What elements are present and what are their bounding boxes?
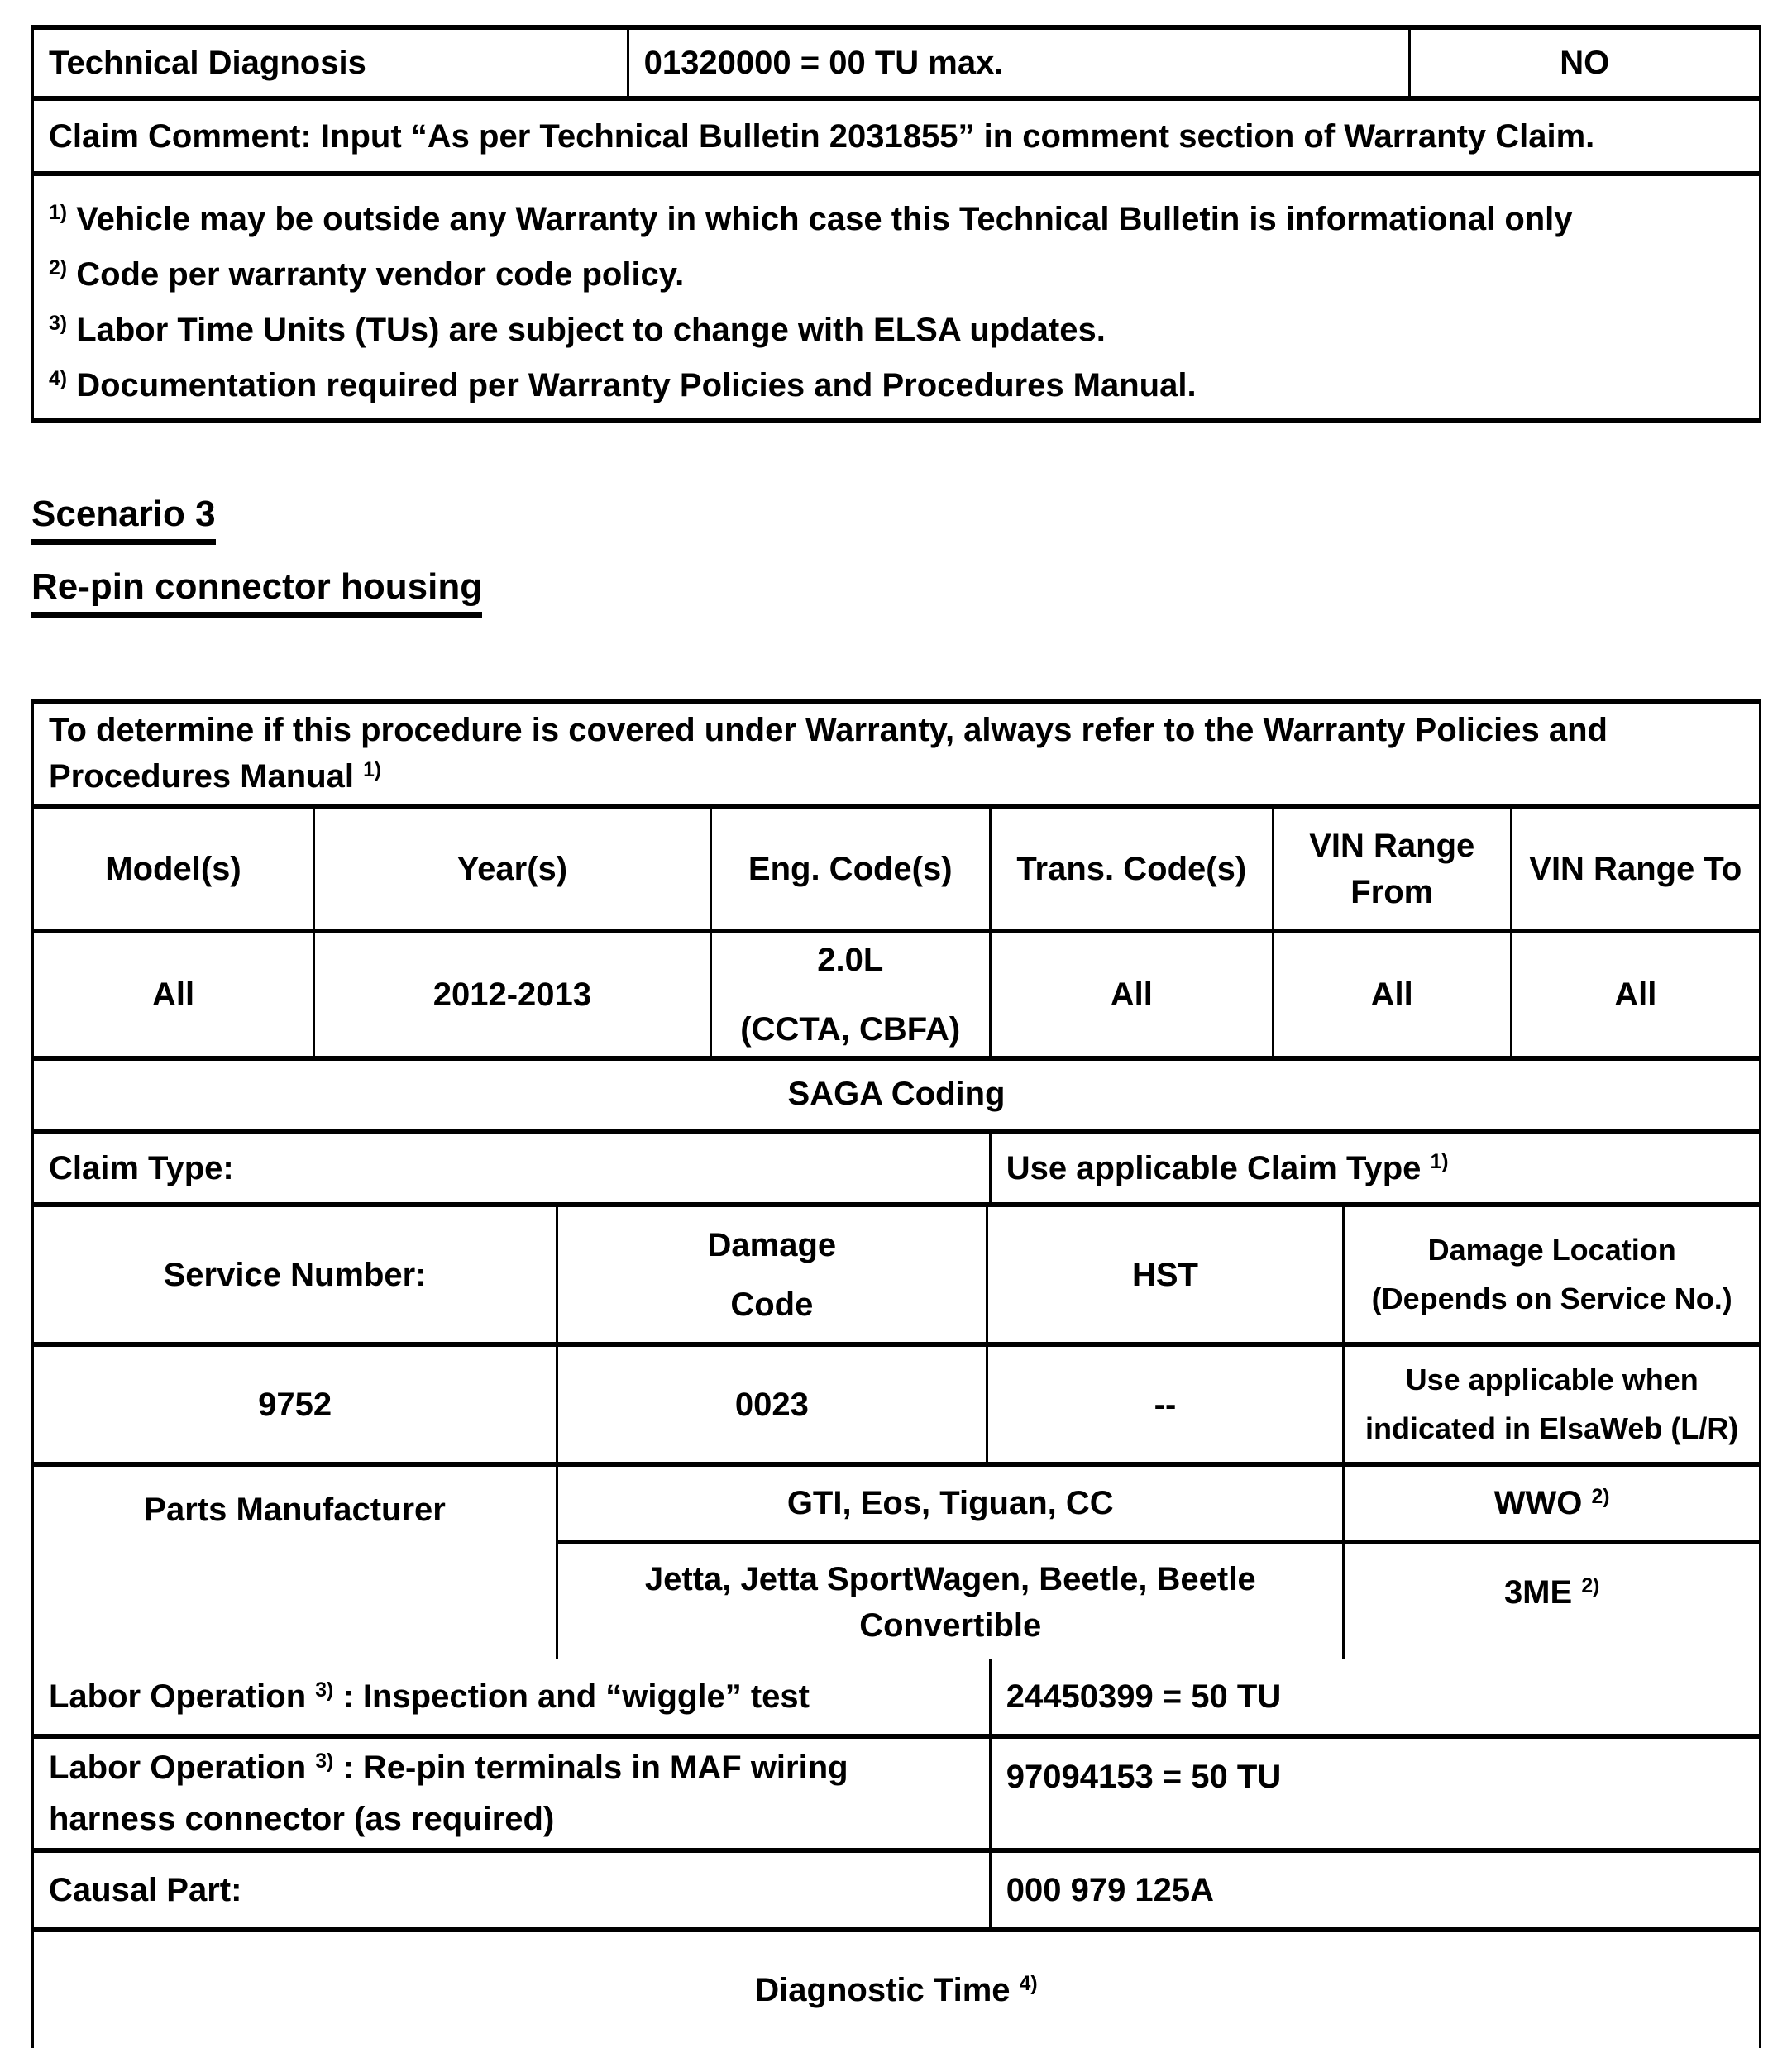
vehicle-data-row (34, 933, 1759, 1058)
footnote-1 (49, 203, 1573, 241)
footnote-3 (49, 313, 1106, 351)
scenario-subtitle-text: Re-pin connector housing (31, 567, 482, 618)
claim-comment-text: Claim Comment: Input “As per Technical Bulletin 2031855” in comment section of Warranty Claim. (49, 117, 1595, 155)
eng-code-line2: (CCTA, CBFA) (740, 1011, 961, 1048)
saga-coding-cell (34, 1058, 1759, 1134)
parts-manufacturer-block (34, 1467, 1759, 1659)
warranty-table (31, 699, 1761, 2048)
technical-diagnosis-label-cell (34, 30, 629, 101)
labor-operation-2-label: Labor Operation $^{3)}$ : Re-pin terminals in MAF wiring harness connector (as required) (49, 1750, 848, 1837)
hst-cell: -- (988, 1347, 1345, 1467)
footnote-1-text: Vehicle may be outside any Warranty in which case this Technical Bulletin is informational only (76, 201, 1573, 237)
labor-code-cell (629, 30, 1411, 101)
scenario-title-text: Scenario 3 (31, 494, 216, 545)
footnote-2 (49, 258, 684, 296)
col-header-vin-to: VIN Range To (1512, 809, 1759, 933)
technical-diagnosis-label: Technical Diagnosis (49, 45, 366, 81)
labor-operation-2-label-cell (34, 1739, 992, 1853)
hst-header-cell: HST (988, 1207, 1345, 1347)
parts-code-3me-footnote-ref: 2) (1581, 1575, 1600, 1598)
parts-models-row2-cell: Jetta, Jetta SportWagen, Beetle, Beetle Convertible (558, 1544, 1345, 1659)
claim-type-value: Use applicable Claim Type $^{1)}$ (1006, 1149, 1449, 1186)
labor-operation-1-value-cell: 24450399 = 50 TU (992, 1659, 1759, 1739)
diagnostic-time-footnote-ref: 4) (1019, 1973, 1038, 1996)
footnotes-row (34, 176, 1759, 418)
warranty-intro-cell (34, 704, 1759, 809)
vehicle-trans-code-cell: All (992, 933, 1274, 1061)
damage-code-header-cell: Damage Code (558, 1207, 987, 1347)
footnote-3-text: Labor Time Units (TUs) are subject to change with ELSA updates. (76, 312, 1106, 348)
diagnostic-time-heading: Diagnostic Time $^{4)}$ (755, 1972, 1038, 2008)
damage-location-cell: Use applicable when indicated in ElsaWeb (L/R) (1345, 1347, 1759, 1467)
claim-type-label-cell: Claim Type: (34, 1134, 992, 1207)
scenario-subtitle (31, 567, 482, 618)
causal-part-label-cell: Causal Part: (34, 1853, 992, 1932)
vehicle-years-cell: 2012-2013 (315, 933, 712, 1061)
diagnosis-flag-value: NO (1560, 45, 1610, 81)
col-header-vin-from: VIN Range From (1274, 809, 1512, 933)
causal-part-value-cell: 000 979 125A (992, 1853, 1759, 1932)
warranty-intro-line2: Procedures Manual $^{1)}$ (49, 758, 382, 795)
warranty-intro-footnote-ref: 1) (363, 759, 382, 782)
eng-code-line1: 2.0L (817, 942, 884, 978)
vehicle-vin-from-cell: All (1274, 933, 1512, 1061)
claim-comment-row (34, 101, 1759, 176)
col-header-trans-codes: Trans. Code(s) (992, 809, 1274, 933)
claim-type-value-cell (992, 1134, 1759, 1207)
service-number-header-cell: Service Number: (34, 1207, 558, 1347)
footnote-4-marker: 4) (49, 368, 68, 391)
diagnostic-time-row (34, 1932, 1759, 2048)
parts-code-row2-cell (1345, 1544, 1759, 1659)
footnote-3-marker: 3) (49, 313, 68, 336)
labor-operation-1-label-cell (34, 1659, 992, 1739)
parts-code-row1-cell (1345, 1467, 1759, 1544)
labor-operation-2-value-cell: 97094153 = 50 TU (992, 1739, 1759, 1853)
parts-models-row1-cell: GTI, Eos, Tiguan, CC (558, 1467, 1345, 1544)
diagnosis-flag-cell (1411, 30, 1759, 101)
damage-location-header-cell: Damage Location (Depends on Service No.) (1345, 1207, 1759, 1347)
vehicle-models-cell: All (34, 933, 315, 1061)
technical-diagnosis-table (31, 25, 1761, 423)
warranty-intro-line1: To determine if this procedure is covered under Warranty, always refer to the Warranty Policies and (49, 712, 1608, 748)
footnote-2-text: Code per warranty vendor code policy. (76, 256, 685, 293)
labor-operation-2-row (34, 1739, 1759, 1853)
vehicle-vin-to-cell: All (1512, 933, 1759, 1061)
saga-coding-row (34, 1058, 1759, 1134)
labor-operation-2-footnote-ref: 3) (315, 1750, 334, 1774)
service-header-row (34, 1207, 1759, 1347)
diagnostic-time-cell (34, 1932, 1759, 2048)
warranty-intro-row (34, 704, 1759, 809)
damage-code-cell: 0023 (558, 1347, 987, 1467)
scenario-headings (31, 423, 482, 618)
footnote-4 (49, 369, 1197, 407)
footnote-4-text: Documentation required per Warranty Policies and Procedures Manual. (76, 367, 1197, 403)
col-header-years: Year(s) (315, 809, 712, 933)
technical-diagnosis-row (34, 30, 1759, 101)
footnotes-cell (34, 176, 1759, 424)
service-data-row (34, 1347, 1759, 1467)
scenario-title (31, 494, 482, 545)
claim-type-row (34, 1134, 1759, 1207)
parts-manufacturer-label-cell: Parts Manufacturer (34, 1467, 558, 1659)
vehicle-eng-code-cell (712, 933, 992, 1061)
labor-operation-1-row (34, 1659, 1759, 1739)
col-header-models: Model(s) (34, 809, 315, 933)
footnote-1-marker: 1) (49, 202, 68, 225)
footnote-2-marker: 2) (49, 257, 68, 280)
parts-code-wwo-footnote-ref: 2) (1591, 1486, 1610, 1509)
causal-part-row (34, 1853, 1759, 1932)
labor-code-value: 01320000 = 00 TU max. (643, 45, 1004, 81)
claim-comment-cell (34, 101, 1759, 176)
vehicle-header-row (34, 809, 1759, 933)
parts-code-wwo: WWO $^{2)}$ (1493, 1485, 1610, 1521)
saga-coding-heading: SAGA Coding (787, 1075, 1006, 1112)
service-number-cell: 9752 (34, 1347, 558, 1467)
col-header-eng-codes: Eng. Code(s) (712, 809, 992, 933)
labor-operation-1-label: Labor Operation $^{3)}$ : Inspection and “wiggle” test (49, 1678, 810, 1715)
labor-operation-1-footnote-ref: 3) (315, 1679, 334, 1702)
claim-type-footnote-ref: 1) (1430, 1150, 1449, 1173)
parts-code-3me: 3ME $^{2)}$ (1503, 1574, 1600, 1611)
